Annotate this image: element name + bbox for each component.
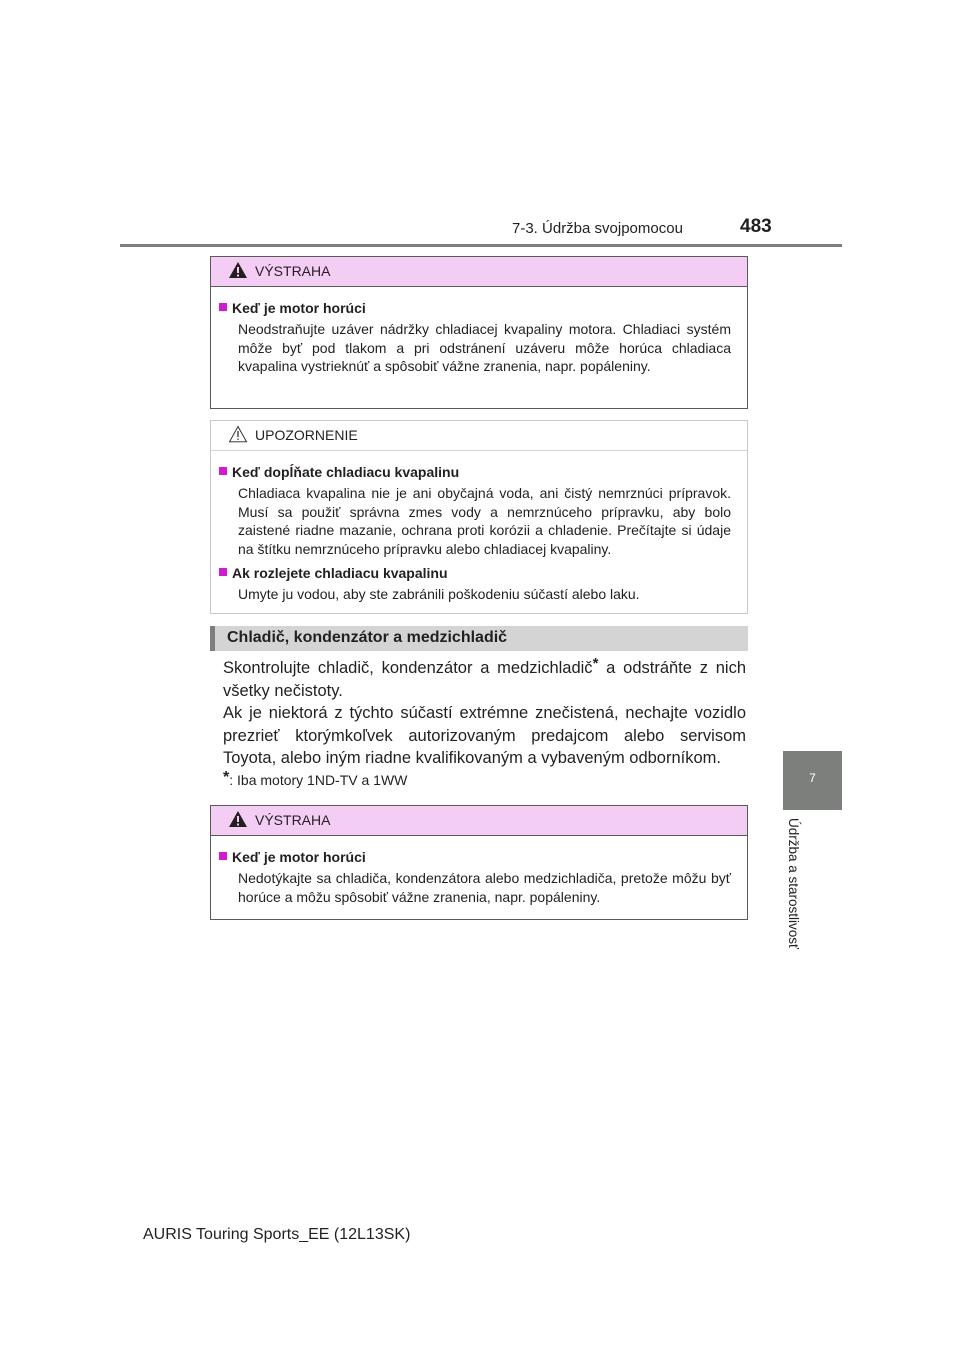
body-paragraph: Skontrolujte chladič, kondenzátor a medzichladič* a odstráňte z nich všetky nečistoty.	[223, 655, 747, 700]
warning-box	[210, 256, 748, 409]
bullet-square-icon	[219, 568, 227, 576]
caution-title: UPOZORNENIE	[255, 427, 358, 443]
bullet-square-icon	[219, 303, 227, 311]
chapter-side-label	[784, 818, 810, 968]
page-number: 483	[740, 216, 772, 237]
warning-item-text: Neodstraňujte uzáver nádržky chladiacej kvapaliny motora. Chladiaci systém môže byť pod tlakom a pri odstránení uzáveru môže horúca chladiaca kvapalina vystrieknúť a spôsobiť vážne zranenia, napr. popáleniny.	[238, 321, 731, 374]
section-heading-text: Chladič, kondenzátor a medzichladič	[227, 629, 508, 646]
footnote-marker: *	[223, 769, 230, 786]
caution-item-heading: Ak rozlejete chladiacu kvapalinu	[219, 565, 739, 581]
section-heading	[210, 626, 748, 651]
warning-triangle-icon	[228, 261, 248, 279]
warning-item-text: Nedotýkajte sa chladiča, kondenzátora alebo medzichladiča, pretože môžu byť horúce a môžu spôsobiť vážne zranenia, napr. popáleniny.	[238, 870, 731, 905]
section-body	[223, 657, 746, 770]
warning-title: VÝSTRAHA	[255, 263, 331, 279]
header-section-title: 7-3. Údržba svojpomocou	[512, 220, 683, 237]
caution-triangle-icon	[228, 425, 248, 443]
chapter-label-text: Údržba a starostlivosť	[786, 818, 801, 950]
warning-item-heading: Keď je motor horúci	[219, 300, 739, 316]
warning-box-header	[211, 806, 747, 836]
caution-box-header	[211, 421, 747, 451]
warning-box	[210, 805, 748, 920]
bullet-square-icon	[219, 467, 227, 475]
footer-document-id: AURIS Touring Sports_EE (12L13SK)	[143, 1226, 411, 1243]
warning-title: VÝSTRAHA	[255, 812, 331, 828]
body-paragraph: Ak je niektorá z týchto súčastí extrémne znečistená, nechajte vozidlo prezrieť ktorýmkoľvek autorizovaným predajcom alebo servisom Toyota, alebo iným riadne kvalifikovaným a vybaveným odborníkom.	[223, 704, 746, 767]
caution-item-text: Umyte ju vodou, aby ste zabránili poškodeniu súčastí alebo laku.	[238, 586, 640, 602]
warning-triangle-icon	[228, 810, 248, 828]
footnote: *: Iba motory 1ND-TV a 1WW	[223, 769, 408, 788]
caution-box	[210, 420, 748, 614]
chapter-number: 7	[809, 771, 816, 785]
warning-item-heading: Keď je motor horúci	[219, 849, 739, 865]
caution-item-heading: Keď dopĺňate chladiacu kvapalinu	[219, 464, 739, 480]
warning-box-header	[211, 257, 747, 287]
bullet-square-icon	[219, 852, 227, 860]
chapter-tab	[783, 751, 842, 810]
footnote-marker: *	[592, 655, 599, 672]
header-divider	[120, 244, 842, 247]
caution-item-text: Chladiaca kvapalina nie je ani obyčajná voda, ani čistý nemrznúci prípravok. Musí sa použiť správna zmes vody a nemrznúceho prípravku, aby bolo zaistené riadne mazanie, ochrana proti korózii a chladenie. Prečítajte si údaje na štítku nemrznúceho prípravku alebo chladiacej kvapaliny.	[238, 485, 731, 557]
